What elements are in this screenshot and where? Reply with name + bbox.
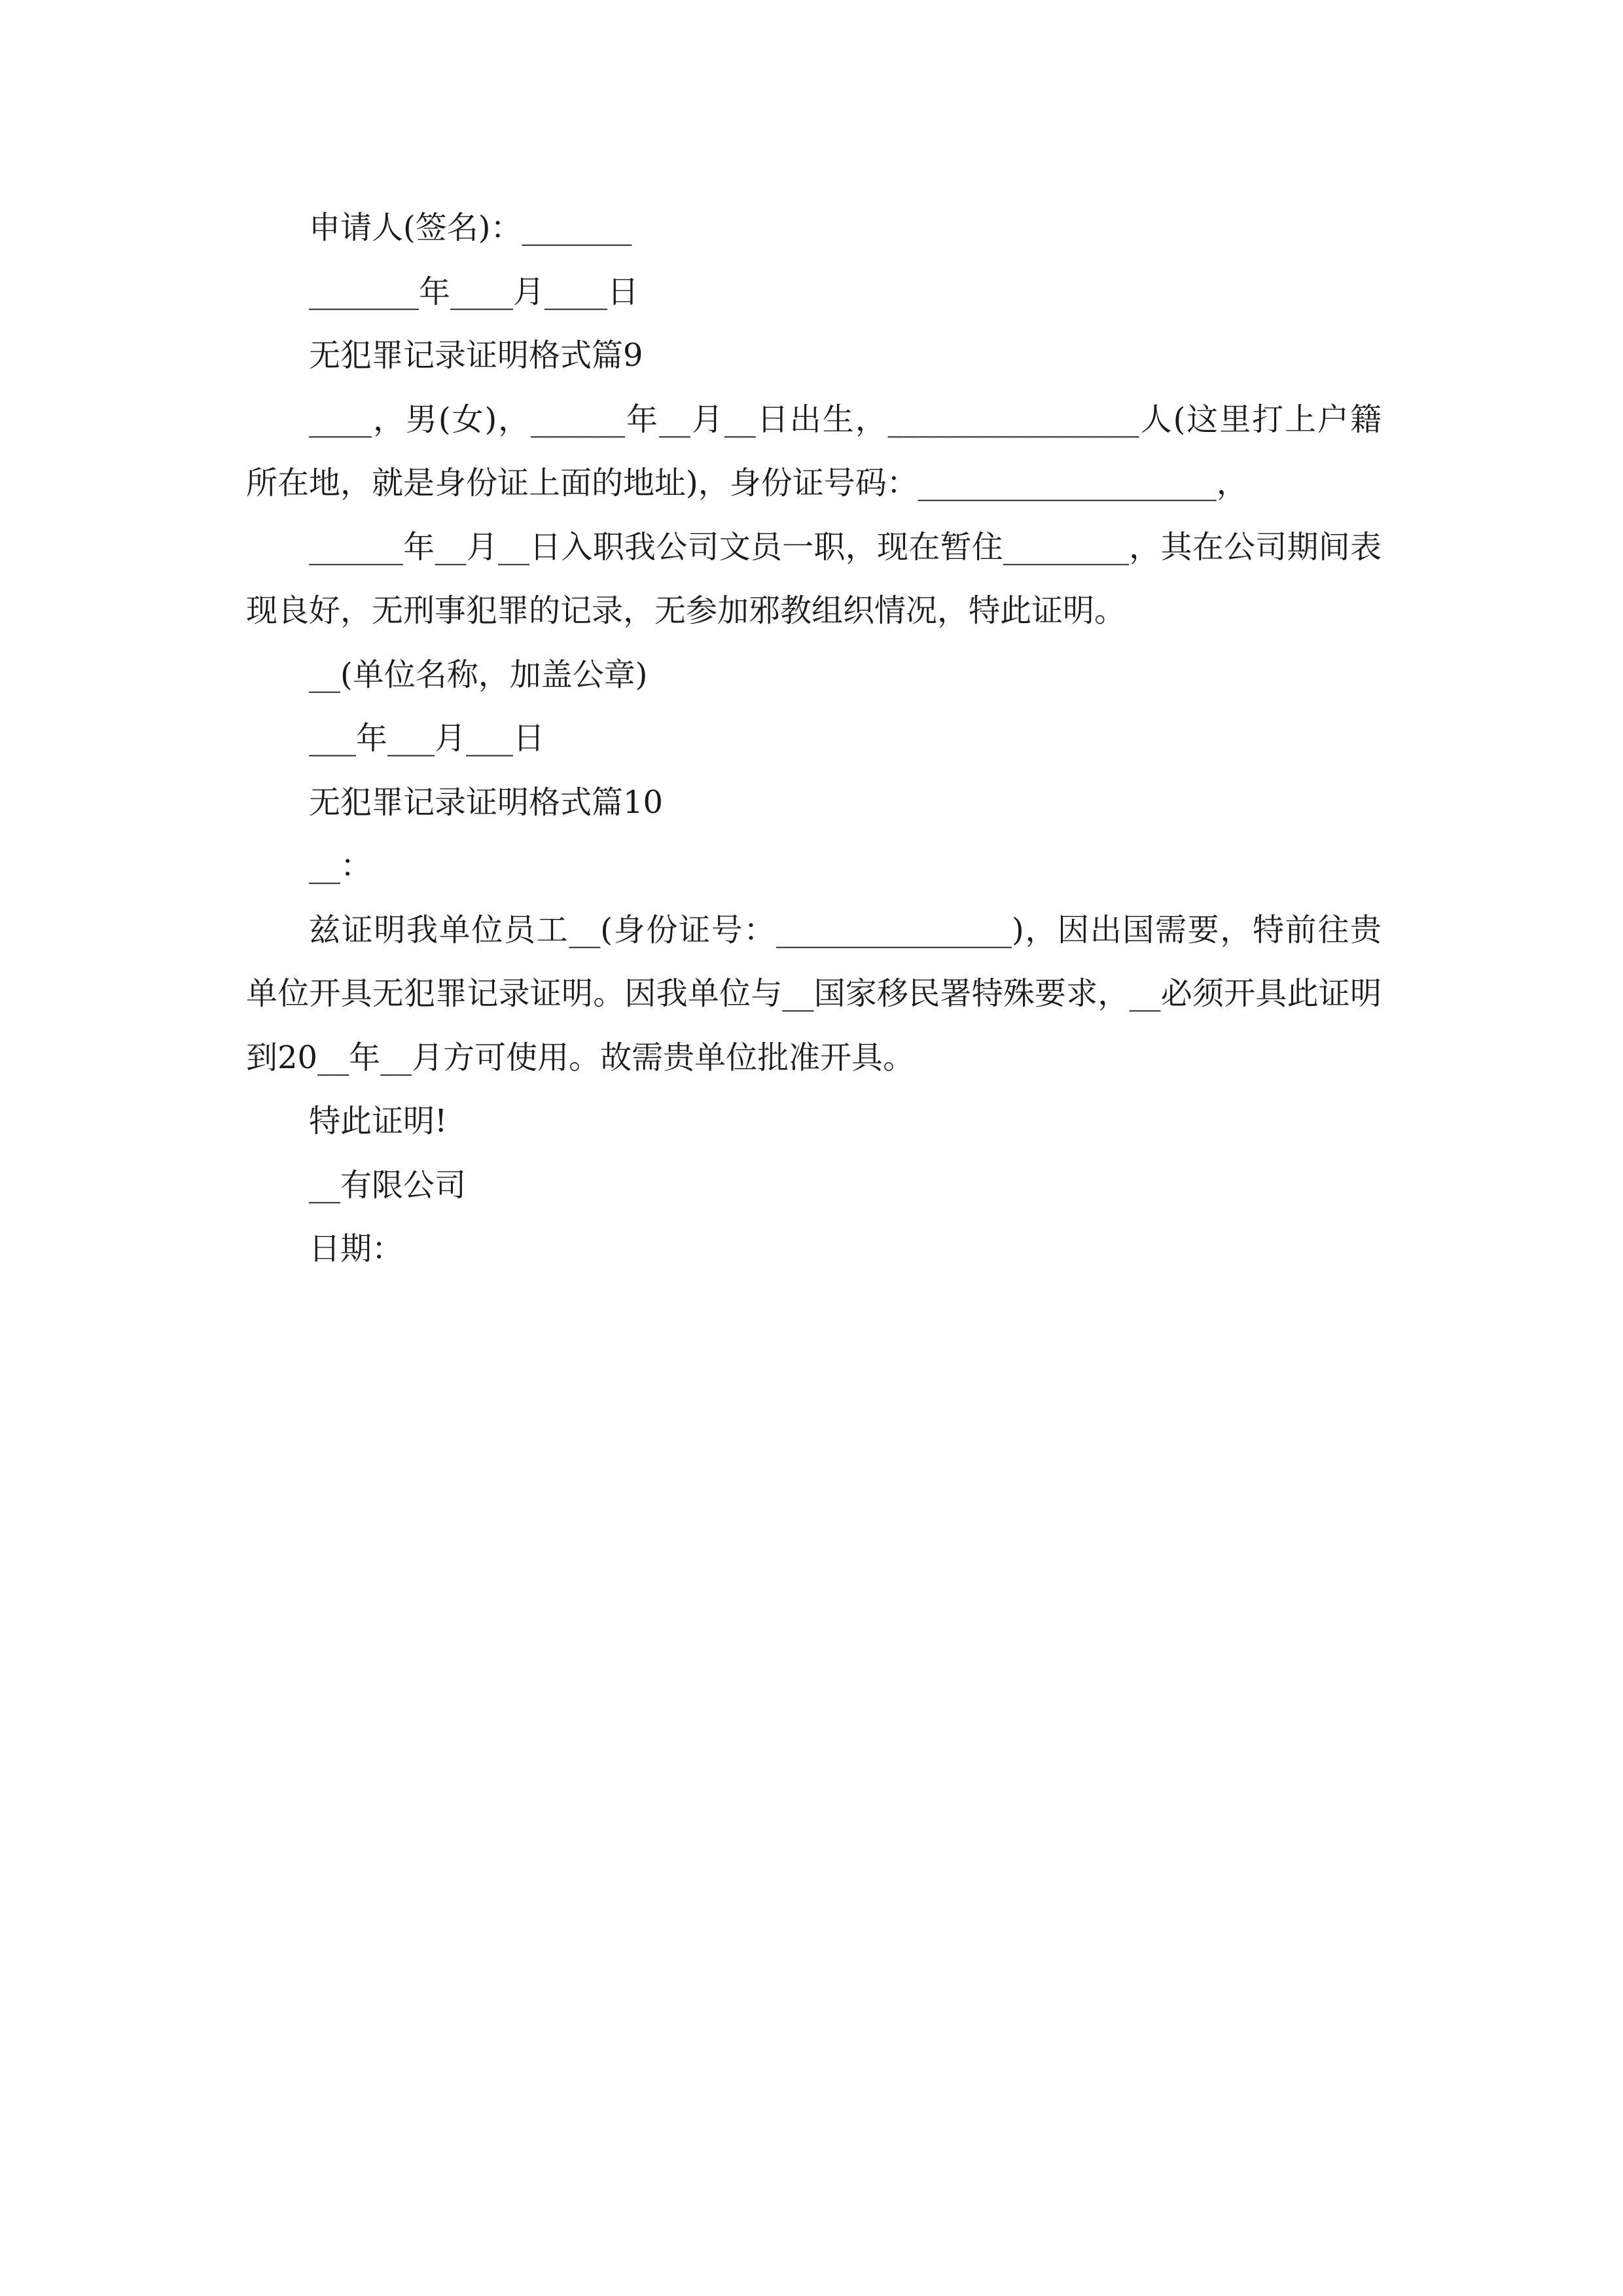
section-10-salutation: __：	[309, 848, 372, 884]
section-9-paragraph-identity: ____，男(女)，______年__月__日出生，________________人(这里打上户籍所在地，就是身份证上面的地址)，身份证号码：___________________，	[246, 401, 1382, 501]
section-heading-9: 无犯罪记录证明格式篇9	[309, 337, 643, 374]
applicant-date-line: _______年____月____日	[309, 273, 639, 310]
section-10-certify-line: 特此证明!	[309, 1103, 448, 1139]
section-heading-10: 无犯罪记录证明格式篇10	[309, 783, 664, 821]
section-9-paragraph-employment: ______年__月__日入职我公司文员一职，现在暂住________，其在公司期间表现良好，无刑事犯罪的记录，无参加邪教组织情况，特此证明。	[246, 528, 1382, 629]
document-body	[246, 196, 1382, 1282]
section-9-date-line: ___年___月___日	[309, 720, 545, 757]
section-10-date-line: 日期：	[309, 1230, 404, 1267]
section-10-paragraph-body: 兹证明我单位员工__(身份证号：_______________)，因出国需要，特前往贵单位开具无犯罪记录证明。因我单位与__国家移民署特殊要求，__必须开具此证明到20__年__月方可使用。故需贵单位批准开具。	[246, 911, 1382, 1076]
applicant-signature-line: 申请人(签名)：_______	[309, 209, 632, 246]
section-10-company-line: __有限公司	[309, 1166, 467, 1204]
section-9-unit-seal-line: __(单位名称，加盖公章)	[309, 656, 648, 693]
